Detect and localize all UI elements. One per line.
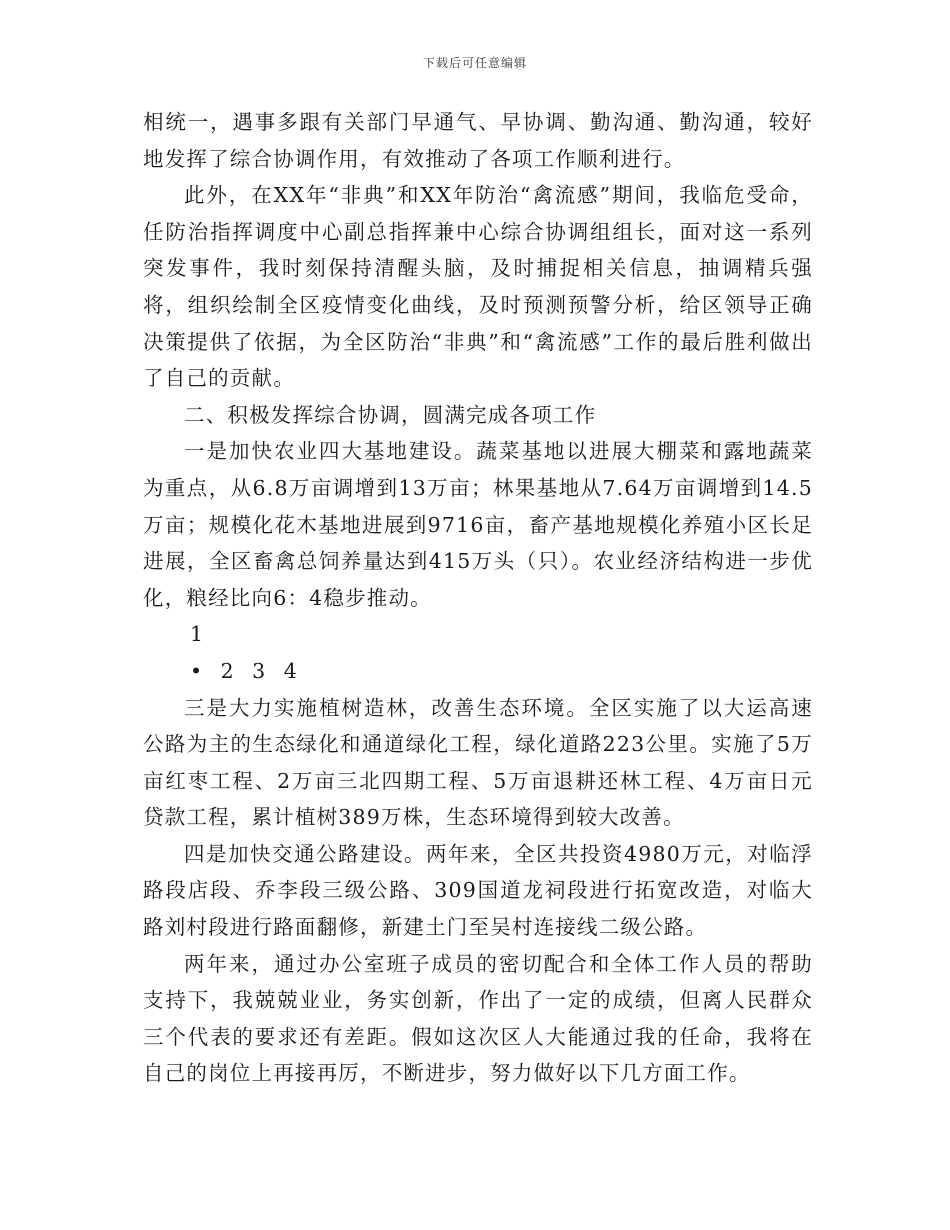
page-number: 1 [190, 622, 205, 647]
paragraph-continuation: 相统一，遇事多跟有关部门早通气、早协调、勤沟通、勤沟通，较好地发挥了综合协调作用，有效推动了各项工作顺利进行。 [143, 110, 813, 171]
section-heading-2: 二、积极发挥综合协调，圆满完成各项工作 [184, 402, 597, 427]
paragraph-afforestation: 三是大力实施植树造林，改善生态环境。全区实施了以大运高速公路为主的生态绿化和通道绿化工程，绿化道路223公里。实施了5万亩红枣工程、2万亩三北四期工程、5万亩退耕还林工程、4万亩日元贷款工程，累计植树389万株，生态环境得到较大改善。 [143, 695, 813, 830]
paragraph-summary: 两年来，通过办公室班子成员的密切配合和全体工作人员的帮助支持下，我兢兢业业，务实创新，作出了一定的成绩，但离人民群众三个代表的要求还有差距。假如这次区人大能通过我的任命，我将在自己的岗位上再接再厉，不断进步，努力做好以下几方面工作。 [143, 951, 813, 1086]
page-header: 下载后可任意编辑 [422, 56, 527, 70]
paragraph-sars-avian-flu: 此外，在XX年“非典”和XX年防治“禽流感”期间，我临危受命，任防治指挥调度中心副总指挥兼中心综合协调组组长，面对这一系列突发事件，我时刻保持清醒头脑，及时捕捉相关信息，抽调精兵强将，组织绘制全区疫情变化曲线，及时预测预警分析，给区领导正确决策提供了依据，为全区防治“非典”和“禽流感”工作的最后胜利做出了自己的贡献。 [143, 183, 813, 391]
paragraph-road-construction: 四是加快交通公路建设。两年来，全区共投资4980万元，对临浮路段店段、乔李段三级公路、309国道龙祠段进行拓宽改造，对临大路刘村段进行路面翻修，新建土门至吴村连接线二级公路。 [143, 841, 813, 940]
document-body [143, 104, 813, 1092]
paragraph-agriculture-bases: 一是加快农业四大基地建设。蔬菜基地以进展大棚菜和露地蔬菜为重点，从6.8万亩调增到13万亩；林果基地从7.64万亩调增到14.5万亩；规模化花木基地进展到9716亩，畜产基地规模化养殖小区长足进展，全区畜禽总饲养量达到415万头（只）。农业经济结构进一步优化，粮经比向6：4稳步推动。 [143, 439, 813, 610]
bullet-list-line: • 2 3 4 [190, 658, 303, 683]
